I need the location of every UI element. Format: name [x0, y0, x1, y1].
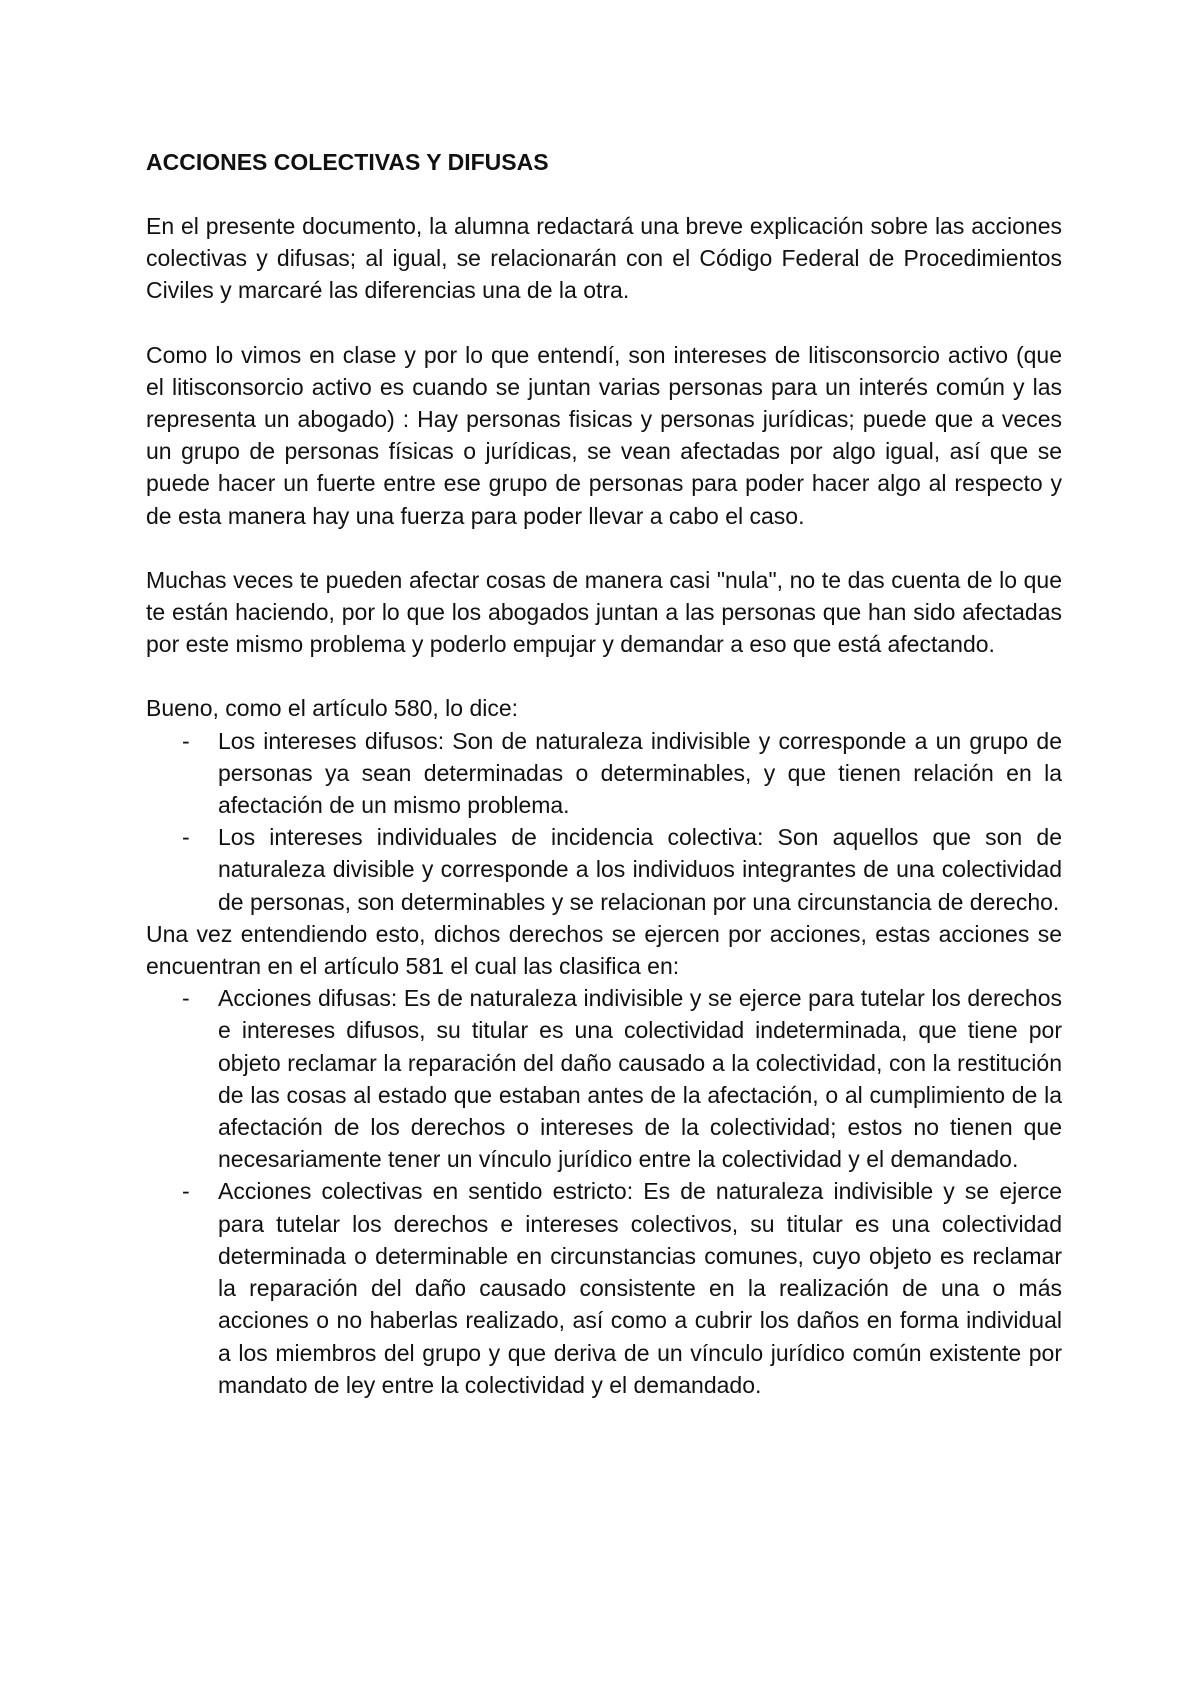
list-item-text: Los intereses individuales de incidencia colectiva: Son aquellos que son de naturaleza divisible y corresponde a los individuos integrantes de una colectividad de personas, son determinables y se relacionan por una circunstancia de derecho. — [218, 824, 1062, 915]
list-item-text: Acciones colectivas en sentido estricto: Es de naturaleza indivisible y se ejerce para tutelar los derechos e intereses colectivos, su titular es una colectividad determinada o determinable en circunstancias comunes, cuyo objeto es reclamar la reparación del daño causado consistente en la realización de una o más acciones o no haberlas realizado, así como a cubrir los daños en forma individual a los miembros del grupo y que deriva de un vínculo jurídico común existente por mandato de ley entre la colectividad y el demandado. — [218, 1178, 1062, 1398]
spacer — [146, 307, 1062, 339]
list-item — [146, 725, 1062, 822]
articulo-580-paragraph: Bueno, como el artículo 580, lo dice: — [146, 695, 519, 722]
list-item — [146, 982, 1062, 1175]
spacer — [146, 178, 1062, 210]
document-title: ACCIONES COLECTIVAS Y DIFUSAS — [146, 149, 549, 175]
intro-paragraph: En el presente documento, la alumna redactará una breve explicación sobre las acciones colectivas y difusas; al igual, se relacionarán con el Código Federal de Procedimientos Civiles y marcaré las diferencias una de la otra. — [146, 213, 1062, 304]
spacer — [146, 532, 1062, 564]
dash-marker: - — [182, 824, 190, 851]
list-item — [146, 821, 1062, 918]
list-item-text: Los intereses difusos: Son de naturaleza indivisible y corresponde a un grupo de personas ya sean determinadas o determinables, y que tienen relación en la afectación de un mismo problema. — [218, 727, 1062, 819]
list-item — [146, 1175, 1062, 1400]
document-body — [146, 146, 1062, 1401]
litisconsorcio-paragraph: Como lo vimos en clase y por lo que entendí, son intereses de litisconsorcio activo (que el litisconsorcio activo es cuando se juntan varias personas para un interés común y las representa un abogado) : Hay personas fisicas y personas jurídicas; puede que a veces un grupo de personas físicas o jurídicas, se vean afectadas por algo igual, así que se puede hacer un fuerte entre ese grupo de personas para poder hacer algo al respecto y de esta manera hay una fuerza para poder llevar a cabo el caso. — [146, 341, 1062, 529]
acciones-list — [146, 982, 1062, 1401]
spacer — [146, 660, 1062, 692]
afectaciones-paragraph: Muchas veces te pueden afectar cosas de manera casi "nula", no te das cuenta de lo que te están haciendo, por lo que los abogados juntan a las personas que han sido afectadas por este mismo problema y poderlo empujar y demandar a eso que está afectando. — [146, 566, 1062, 658]
list-item-text: Acciones difusas: Es de naturaleza indivisible y se ejerce para tutelar los derechos e intereses difusos, su titular es una colectividad indeterminada, que tiene por objeto reclamar la reparación del daño causado a la colectividad, con la restitución de las cosas al estado que estaban antes de la afectación, o al cumplimiento de la afectación de los derechos o intereses de la colectividad; estos no tienen que necesariamente tener un vínculo jurídico entre la colectividad y el demandado. — [218, 985, 1062, 1173]
dash-marker: - — [182, 727, 190, 754]
intereses-list — [146, 725, 1062, 918]
articulo-581-paragraph: Una vez entendiendo esto, dichos derechos se ejercen por acciones, estas acciones se encuentran en el artículo 581 el cual las clasifica en: — [146, 920, 1062, 980]
dash-marker: - — [182, 1178, 190, 1205]
dash-marker: - — [182, 985, 190, 1012]
